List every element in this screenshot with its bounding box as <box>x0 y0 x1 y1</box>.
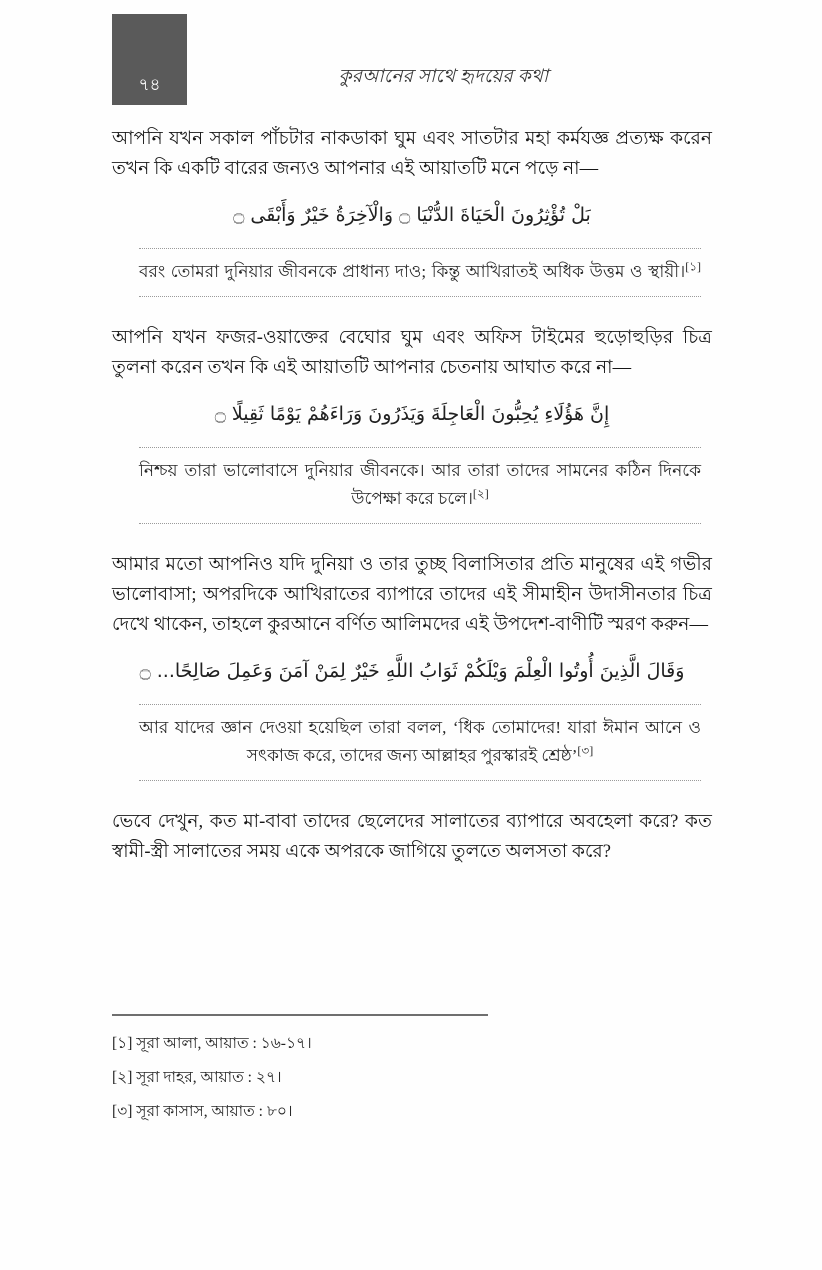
arabic-verse-1: بَلْ تُؤْثِرُونَ الْحَيَاةَ الدُّنْيَا ۝ وَالْآخِرَةُ خَيْرٌ وَأَبْقَى ۝ <box>233 204 591 226</box>
arabic-verse-2: إِنَّ هَؤُلَاءِ يُحِبُّونَ الْعَاجِلَةَ وَيَذَرُونَ وَرَاءَهُمْ يَوْمًا ثَقِيلًا ۝ <box>214 403 610 425</box>
translation-2-text: নিশ্চয় তারা ভালোবাসে দুনিয়ার জীবনকে। আর তারা তাদের সামনের কঠিন দিনকে উপেক্ষা করে চলে। <box>139 461 701 508</box>
translation-box-2 <box>139 447 701 524</box>
footnote-2: [২] সূরা দাহর, আয়াত : ২৭। <box>112 1069 282 1086</box>
footnote-separator <box>112 1014 488 1016</box>
running-title: কুরআনের সাথে হৃদয়ের কথা <box>338 67 549 87</box>
translation-3 <box>139 714 701 770</box>
footnote-3: [৩] সূরা কাসাস, আয়াত : ৮০। <box>112 1103 293 1120</box>
page-content <box>112 124 712 867</box>
paragraph-2: আপনি যখন ফজর-ওয়াক্তের বেঘোর ঘুম এবং অফিস টাইমের হুড়োহুড়ির চিত্র তুলনা করেন তখন কি এই আয়াতটি আপনার চেতনায় আঘাত করে না— <box>112 328 712 378</box>
footnote-1: [১] সূরা আলা, আয়াত : ১৬-১৭। <box>112 1035 312 1052</box>
page-number-block <box>112 14 187 105</box>
page-number: ৭৪ <box>138 75 161 94</box>
translation-box-1 <box>139 248 701 297</box>
paragraph-3: আমার মতো আপনিও যদি দুনিয়া ও তার তুচ্ছ বিলাসিতার প্রতি মানুষের এই গভীর ভালোবাসা; অপরদিকে আখিরাতের ব্যাপারে তাদের এই সীমাহীন উদাসীনতার চিত্র দেখে থাকেন, তাহলে কুরআনে বর্ণিত আলিমদের এই উপদেশ-বাণীটি স্মরণ করুন— <box>112 555 712 635</box>
translation-box-3 <box>139 704 701 781</box>
footnote-ref-2[interactable]: [২] <box>472 486 489 501</box>
translation-2 <box>139 457 701 513</box>
translation-3-text: আর যাদের জ্ঞান দেওয়া হয়েছিল তারা বলল, ‘ধিক তোমাদের! যারা ঈমান আনে ও সৎকাজ করে, তাদের জন্য আল্লাহর পুরস্কারই শ্রেষ্ঠ’ <box>139 718 701 765</box>
paragraph-1: আপনি যখন সকাল পাঁচটার নাকডাকা ঘুম এবং সাতটার মহা কর্মযজ্ঞ প্রত্যক্ষ করেন তখন কি একটি বারের জন্যও আপনার এই আয়াতটি মনে পড়ে না— <box>112 129 712 179</box>
paragraph-4: ভেবে দেখুন, কত মা-বাবা তাদের ছেলেদের সালাতের ব্যাপারে অবহেলা করে? কত স্বামী-স্ত্রী সালাতের সময় একে অপরকে জাগিয়ে তুলতে অলসতা করে? <box>112 812 712 862</box>
translation-1 <box>139 258 701 286</box>
footnote-ref-1[interactable]: [১] <box>685 259 701 274</box>
arabic-verse-3: وَقَالَ الَّذِينَ أُوتُوا الْعِلْمَ وَيْلَكُمْ ثَوَابُ اللَّهِ خَيْرٌ لِمَنْ آمَنَ وَعَمِلَ صَالِحًا... ۝ <box>139 660 685 682</box>
translation-1-text: বরং তোমরা দুনিয়ার জীবনকে প্রাধান্য দাও; কিন্তু আখিরাতই অধিক উত্তম ও স্থায়ী। <box>139 262 686 281</box>
page-header <box>0 0 822 112</box>
footnote-ref-3[interactable]: [৩] <box>577 743 594 758</box>
footnote-area <box>112 1014 712 1136</box>
